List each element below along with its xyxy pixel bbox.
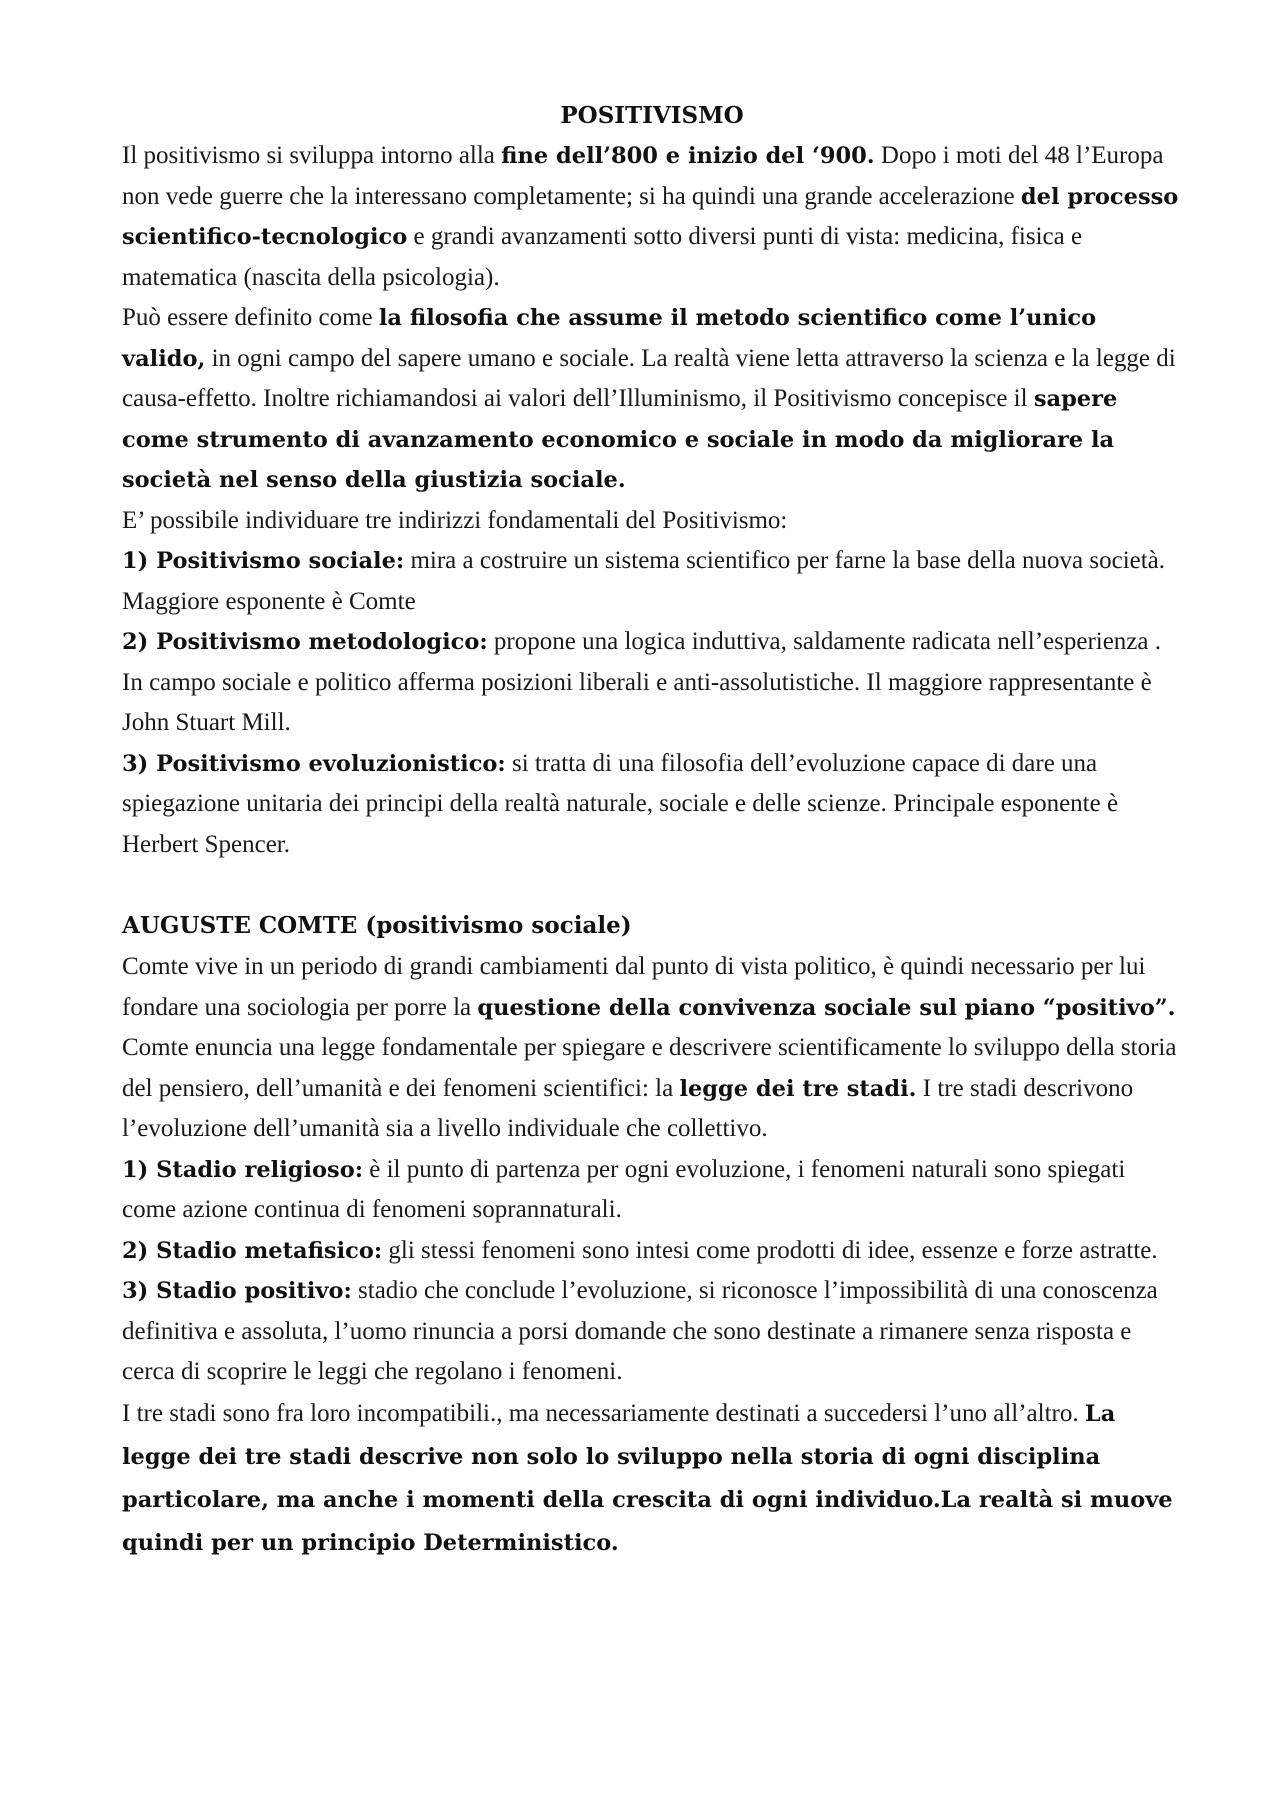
stadio-item-1 (122, 1150, 1182, 1231)
indirizzo-item-3 (122, 744, 1182, 866)
comte-heading-name: AUGUSTE COMTE (122, 912, 358, 939)
stadio-label: 2) Stadio metafisico: (122, 1237, 383, 1264)
intro-p2-bold: la filosofia che assume il metodo scientifico come l’unico valido, (122, 305, 1097, 372)
stadio-text: gli stessi fenomeni sono intesi come prodotti di idee, essenze e forze astratte. (382, 1236, 1158, 1264)
intro-p1-text: Il positivismo si sviluppa intorno alla (122, 142, 502, 169)
intro-p1-bold: fine dell’800 e inizio del ‘900. (501, 143, 875, 169)
intro-p1-text-2: Dopo i moti del 48 l’Europa non vede guerre che la interessano completamente; si ha quindi una grande accelerazione (122, 142, 1164, 210)
comte-p2-text-2: I tre stadi descrivono l’evoluzione dell’umanità sia a livello individuale che collettivo. (122, 1074, 1134, 1142)
stadio-label: 1) Stadio religioso: (122, 1156, 364, 1183)
indirizzo-label: 2) Positivismo metodologico: (122, 629, 488, 655)
indirizzo-label: 3) Positivismo evoluzionistico: (122, 750, 506, 777)
comte-paragraph-2 (122, 1028, 1182, 1150)
intro-p1-text-3: e grandi avanzamenti sotto diversi punti di vista: medicina, fisica e matematica (nascita della psicologia). (122, 223, 1083, 291)
indirizzo-text: propone una logica induttiva, saldamente radicata nell’esperienza . In campo sociale e politico afferma posizioni liberali e anti-assolutistiche. Il maggiore rappresentante è John Stuart Mill. (122, 628, 1161, 736)
intro-paragraph-3: E’ possibile individuare tre indirizzi fondamentali del Positivismo: (122, 506, 788, 534)
comte-p3-text: I tre stadi sono fra loro incompatibili., ma necessariamente destinati a succedersi l’uno all’altro. (122, 1399, 1085, 1427)
intro-p2-text: Può essere definito come (122, 304, 379, 331)
comte-heading-sub: (positivismo sociale) (357, 912, 632, 939)
stadio-item-2 (122, 1231, 1182, 1272)
intro-p1-bold-2: del processo scientifico-tecnologico (122, 183, 1179, 250)
stadio-text: stadio che conclude l’evoluzione, si riconosce l’impossibilità di una conoscenza definitiva e assoluta, l’uomo rinuncia a porsi domande che sono destinate a rimanere senza risposta e cerca di scoprire le leggi che regolano i fenomeni. (122, 1277, 1158, 1385)
intro-paragraph-2 (122, 298, 1182, 501)
indirizzo-label: 1) Positivismo sociale: (122, 548, 405, 574)
indirizzo-text: si tratta di una filosofia dell’evoluzione capace di dare una spiegazione unitaria dei principi della realtà naturale, sociale e delle scienze. Principale esponente è Herbert Spencer. (122, 749, 1119, 858)
section-spacer (122, 865, 1182, 905)
comte-paragraph-1 (122, 947, 1182, 1028)
comte-p1-text: Comte vive in un periodo di grandi cambiamenti dal punto di vista politico, è quindi necessario per lui fondare una sociologia per porre la (122, 953, 1146, 1021)
stadio-text: è il punto di partenza per ogni evoluzione, i fenomeni naturali sono spiegati come azione continua di fenomeni soprannaturali. (122, 1155, 1126, 1223)
intro-p2-bold-2: sapere come strumento di avanzamento economico e sociale in modo da migliorare la società nel senso della giustizia sociale. (122, 386, 1118, 493)
stadio-label: 3) Stadio positivo: (122, 1278, 352, 1304)
stadio-item-3 (122, 1271, 1182, 1393)
document-page (122, 96, 1182, 1565)
comte-p1-bold: questione della convivenza sociale sul piano “positivo”. (477, 994, 1176, 1021)
intro-paragraph-1 (122, 136, 1182, 298)
indirizzo-text: mira a costruire un sistema scientifico per farne la base della nuova società. Maggiore esponente è Comte (122, 547, 1166, 615)
comte-p2-bold: legge dei tre stadi. (679, 1075, 917, 1102)
intro-p2-text-2: in ogni campo del sapere umano e sociale. La realtà viene letta attraverso la scienza e la legge di causa-effetto. Inoltre richiamandosi ai valori dell’Illuminismo, il Positivismo concepisce il (122, 344, 1176, 412)
indirizzo-item-2 (122, 622, 1182, 744)
comte-p3-bold: La legge dei tre stadi descrive non solo lo sviluppo nella storia di ogni disciplina particolare, ma anche i momenti della crescita di ogni individuo.La realtà si muove quindi per un principio Deterministico. (122, 1400, 1173, 1556)
indirizzo-item-1 (122, 541, 1182, 622)
comte-heading (122, 905, 1182, 947)
comte-p2-text: Comte enuncia una legge fondamentale per spiegare e descrivere scientificamente lo sviluppo della storia del pensiero, dell’umanità e dei fenomeni scientifici: la (122, 1034, 1177, 1102)
document-title: POSITIVISMO (560, 102, 744, 129)
comte-paragraph-3 (122, 1393, 1182, 1565)
